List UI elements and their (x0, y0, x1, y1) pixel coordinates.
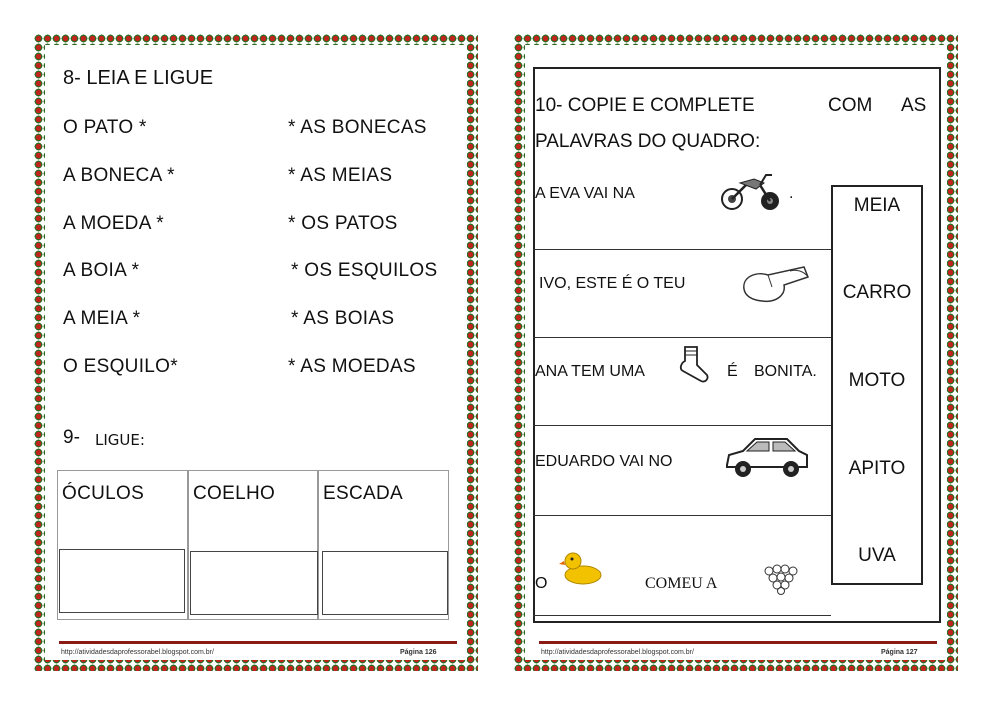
ex8-right-item-3: * OS PATOS (288, 213, 398, 234)
ex9-word-coelho: COELHO (193, 483, 276, 504)
ex8-right-item-2: * AS MEIAS (288, 165, 393, 186)
word-bank-box (831, 185, 923, 585)
ex8-left-item-6: O ESQUILO* (63, 356, 178, 377)
left-worksheet-page (34, 34, 478, 671)
right-page-content (525, 45, 947, 660)
word-bank-apito: APITO (848, 458, 906, 479)
sentence-4-answer-line[interactable] (533, 515, 831, 516)
grapes-icon (761, 561, 801, 595)
word-bank-uva: UVA (858, 545, 896, 566)
word-bank-carro: CARRO (842, 282, 912, 303)
ex8-right-item-5: * AS BOIAS (291, 308, 395, 329)
ex10-title-as: AS (901, 95, 927, 116)
word-bank-moto: MOTO (848, 370, 906, 391)
ex8-right-item-4: * OS ESQUILOS (291, 260, 438, 281)
right-worksheet-page (514, 34, 958, 671)
left-page-content (45, 45, 467, 660)
ex10-title-com: COM (828, 95, 873, 116)
car-icon (723, 431, 811, 481)
sentence-3-text-a: ANA TEM UMA (535, 363, 645, 380)
sentence-1-answer-line[interactable] (533, 249, 831, 250)
ex10-title-line1: 10- COPIE E COMPLETE (535, 95, 755, 116)
word-bank-meia: MEIA (853, 195, 901, 216)
sentence-5-answer-line[interactable] (533, 615, 831, 616)
right-footer-url: http://atividadesdaprofessorabel.blogspot.com.br/ (541, 649, 694, 656)
exercise-9-number: 9- (63, 427, 80, 448)
ex9-answer-box-3[interactable] (322, 551, 448, 615)
sentence-2-text: IVO, ESTE É O TEU (539, 275, 686, 292)
left-footer-page-number: Página 126 (400, 649, 437, 656)
ex9-answer-box-2[interactable] (190, 551, 318, 615)
sentence-1-period: . (789, 185, 794, 202)
exercise-8-title: 8- LEIA E LIGUE (63, 67, 214, 89)
ex8-left-item-3: A MOEDA * (63, 213, 164, 234)
sentence-4-text: EDUARDO VAI NO (535, 453, 673, 470)
ex8-left-item-2: A BONECA * (63, 165, 175, 186)
left-footer-url: http://atividadesdaprofessorabel.blogspot.com.br/ (61, 649, 214, 656)
sentence-3-answer-line[interactable] (533, 425, 831, 426)
sentence-3-text-c: BONITA. (754, 363, 817, 380)
ex9-word-escada: ESCADA (323, 483, 403, 504)
ex8-right-item-6: * AS MOEDAS (288, 356, 416, 377)
duck-icon (559, 547, 603, 587)
ex10-title-line2: PALAVRAS DO QUADRO: (535, 131, 761, 152)
ex9-answer-box-1[interactable] (59, 549, 185, 613)
sentence-2-answer-line[interactable] (533, 337, 831, 338)
whistle-icon (738, 263, 812, 303)
right-footer-rule (539, 641, 937, 644)
sentence-5-text-b: COMEU A (645, 575, 718, 592)
motorcycle-icon (720, 171, 780, 213)
ex8-left-item-1: O PATO * (63, 117, 147, 138)
right-footer-page-number: Página 127 (881, 649, 918, 656)
exercise-9-label: LIGUE: (95, 431, 145, 449)
ex8-left-item-5: A MEIA * (63, 308, 141, 329)
ex8-right-item-1: * AS BONECAS (288, 117, 427, 138)
sentence-5-text-a: O (535, 575, 548, 592)
sentence-1-text: A EVA VAI NA (535, 185, 635, 202)
sock-icon (675, 345, 711, 385)
sentence-3-text-b: É (727, 363, 738, 380)
ex9-word-oculos: ÓCULOS (62, 483, 145, 504)
left-footer-rule (59, 641, 457, 644)
ex8-left-item-4: A BOIA * (63, 260, 140, 281)
